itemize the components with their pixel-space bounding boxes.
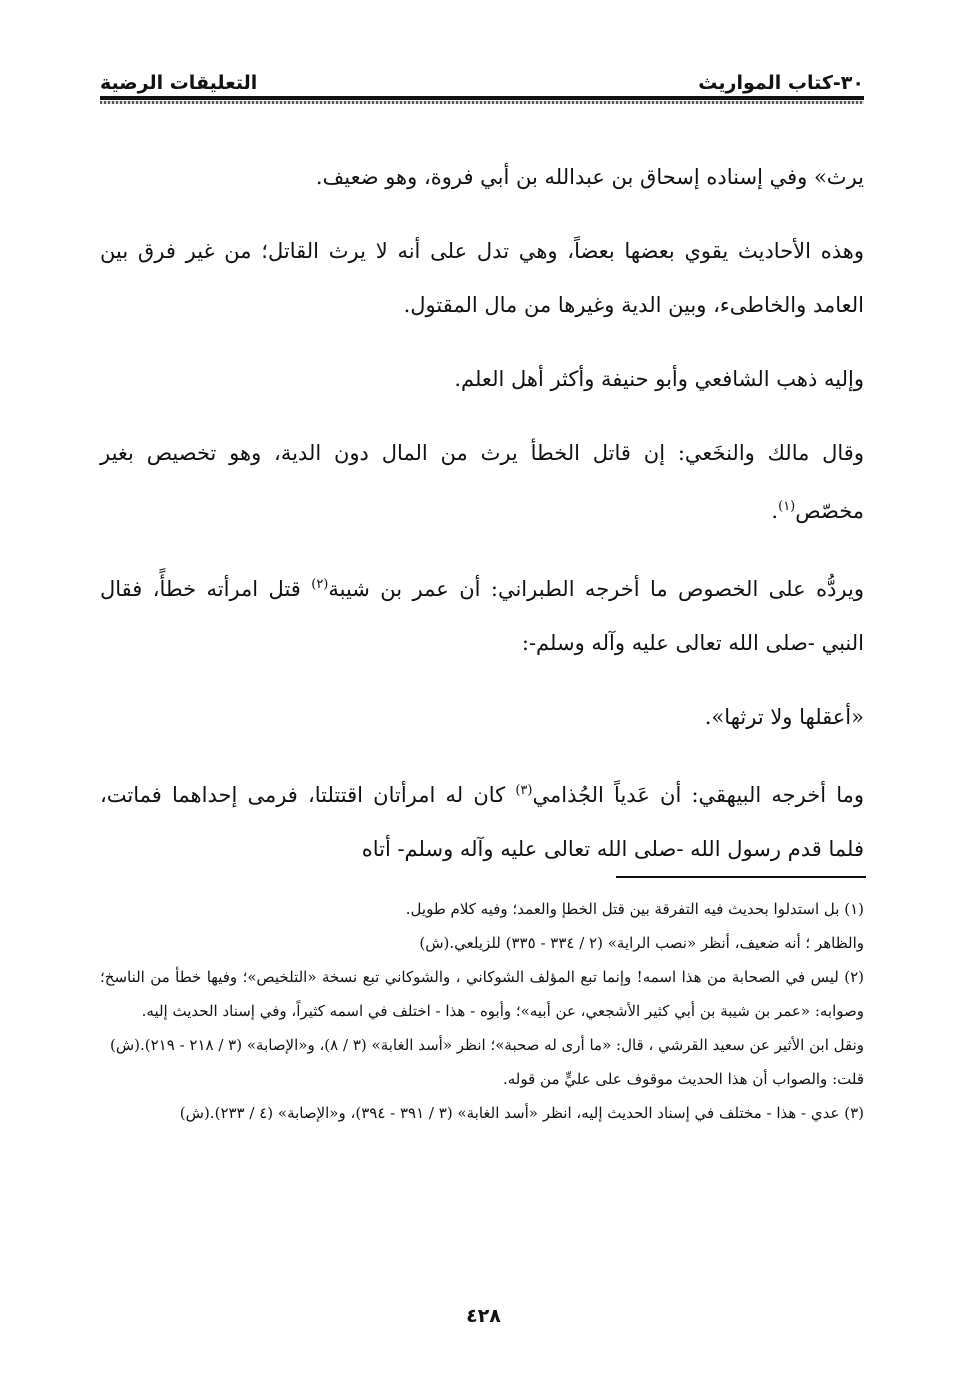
header-rule xyxy=(100,96,864,100)
book-title: التعليقات الرضية xyxy=(100,72,258,94)
footnote-2-part-3: قلت: والصواب أن هذا الحديث موقوف على عليٍّ من قوله. xyxy=(502,1070,864,1088)
footnote-1-line-1: (١) بل استدلوا بحديث فيه التفرقة بين قتل الخطإ والعمد؛ وفيه كلام طويل. xyxy=(405,900,864,918)
footnote-separator-line xyxy=(616,876,866,878)
paragraph-6: «أعقلها ولا ترثها». xyxy=(704,705,864,729)
footnote-ref-2: (٢) xyxy=(311,577,329,592)
paragraph-3: وإليه ذهب الشافعي وأبو حنيفة وأكثر أهل العلم. xyxy=(454,367,864,391)
footnote-1-line-2: والظاهر ؛ أنه ضعيف، أنظر «نصب الراية» (٢ / ٣٣٤ - ٣٣٥) للزيلعي.(ش) xyxy=(419,934,864,952)
running-header xyxy=(100,58,864,94)
footnote-2-part-2: ونقل ابن الأثير عن سعيد القرشي ، قال: «ما أرى له صحبة»؛ انظر «أسد الغابة» (٣ / ٨)، و«الإصابة» (٣ / ٢١٨ - ٢١٩).(ش) xyxy=(109,1036,864,1054)
page-number: ٤٢٨ xyxy=(466,1305,501,1327)
paragraph-7-text-a: وما أخرجه البيهقي: أن عَدياً الجُذامي xyxy=(532,783,865,807)
paragraph-5-text-b: قتل امرأته خطأً، فقال النبي -صلى الله تعالى عليه وآله وسلم-: xyxy=(100,577,864,655)
paragraph-4-text: وقال مالك والنخَعي: إن قاتل الخطأ يرث من المال دون الدية، وهو تخصيص بغير مخصّص xyxy=(100,441,864,523)
chapter-title: ٣٠-كتاب المواريث xyxy=(698,72,864,94)
footnote-ref-3: (٣) xyxy=(515,783,533,798)
paragraph-5 xyxy=(100,558,864,670)
paragraph-4-end: . xyxy=(771,499,779,523)
footnote-2-part-1: (٢) ليس في الصحابة من هذا اسمه! وإنما تبع المؤلف الشوكاني ، والشوكاني تبع نسخة «التلخيص»؛ وفيها خطأ من الناسخ؛ وصوابه: «عمر بن شيبة بن أبي كثير الأشجعي، عن أبيه»؛ وأبوه - هذا - اختلف في اسمه كثيراً، وفي إسناد الحديث إليه. xyxy=(100,968,864,1020)
footnotes xyxy=(100,892,864,1130)
paragraph-5-text-a: ويردُّه على الخصوص ما أخرجه الطبراني: أن عمر بن شيبة xyxy=(328,577,865,601)
paragraph-7 xyxy=(100,764,864,876)
paragraph-1: يرث» وفي إسناده إسحاق بن عبدالله بن أبي فروة، وهو ضعيف. xyxy=(315,165,864,189)
footnote-3: (٣) عدي - هذا - مختلف في إسناد الحديث إليه، انظر «أسد الغابة» (٣ / ٣٩١ - ٣٩٤)، و«الإصابة» (٤ / ٢٣٣).(ش) xyxy=(179,1104,864,1122)
paragraph-2: وهذه الأحاديث يقوي بعضها بعضاً، وهي تدل على أنه لا يرث القاتل؛ من غير فرق بين العامد والخاطىء، وبين الدية وغيرها من مال المقتول. xyxy=(100,239,865,317)
paragraph-4 xyxy=(100,426,864,538)
paragraph-7-text-b: كان له امرأتان اقتتلتا، فرمى إحداهما فماتت، فلما قدم رسول الله -صلى الله تعالى عليه وآله وسلم- أتاه xyxy=(100,783,864,861)
footnote-ref-1: (١) xyxy=(778,499,796,514)
main-text xyxy=(100,150,864,896)
header-rule-pattern xyxy=(100,101,864,104)
